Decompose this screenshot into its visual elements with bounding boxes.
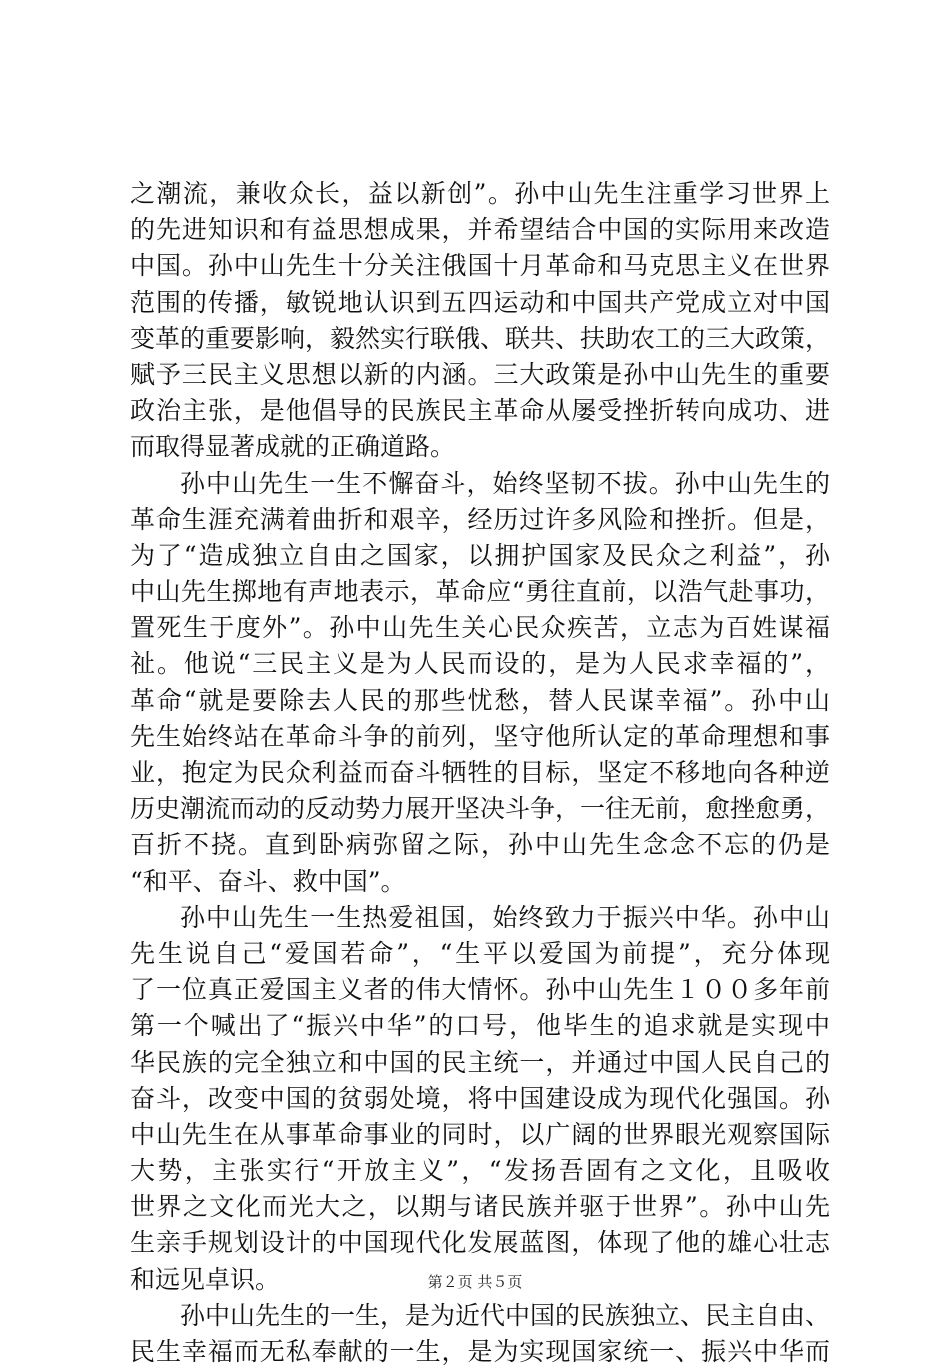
text-line: 革命生涯充满着曲折和艰辛，经历过许多风险和挫折。但是， bbox=[130, 504, 830, 534]
text-line: 之潮流，兼收众长，益以新创”。孙中山先生注重学习世界上 bbox=[130, 179, 830, 208]
text-line: 赋予三民主义思想以新的内涵。三大政策是孙中山先生的重要 bbox=[130, 359, 830, 389]
text-line: 华民族的完全独立和中国的民主统一，并通过中国人民自己的 bbox=[130, 1047, 830, 1077]
text-line: 孙中山先生的一生，是为近代中国的民族独立、民主自由、 bbox=[180, 1300, 831, 1330]
text-line: 为了“造成独立自由之国家，以拥护国家及民众之利益”，孙 bbox=[130, 540, 830, 570]
text-line: 中国。孙中山先生十分关注俄国十月革命和马克思主义在世界 bbox=[130, 251, 830, 281]
text-line: 民生幸福而无私奉献的一生，是为实现国家统一、振兴中华而 bbox=[130, 1337, 830, 1366]
text-line: 中山先生在从事革命事业的同时，以广阔的世界眼光观察国际 bbox=[130, 1119, 830, 1149]
text-line: 百折不挠。直到卧病弥留之际，孙中山先生念念不忘的仍是 bbox=[130, 830, 830, 860]
text-line: 和远见卓识。 bbox=[130, 1264, 281, 1294]
text-line: 变革的重要影响，毅然实行联俄、联共、扶助农工的三大政策， bbox=[130, 323, 831, 353]
text-line: 历史潮流而动的反动势力展开坚决斗争，一往无前，愈挫愈勇， bbox=[130, 794, 831, 824]
text-line: 政治主张，是他倡导的民族民主革命从屡受挫折转向成功、进 bbox=[130, 396, 830, 426]
text-line: 孙中山先生一生热爱祖国，始终致力于振兴中华。孙中山 bbox=[180, 902, 830, 932]
text-line: 孙中山先生一生不懈奋斗，始终坚韧不拔。孙中山先生的 bbox=[180, 468, 830, 498]
text-line: 第一个喊出了“振兴中华”的口号，他毕生的追求就是实现中 bbox=[130, 1011, 830, 1041]
body-text bbox=[130, 176, 830, 1370]
text-line: 世界之文化而光大之，以期与诸民族并驱于世界”。孙中山先 bbox=[130, 1192, 830, 1222]
text-line: 革命“就是要除去人民的那些忧愁，替人民谋幸福”。孙中山 bbox=[130, 685, 830, 715]
text-line: 先生说自己“爱国若命”，“生平以爱国为前提”，充分体现 bbox=[130, 938, 830, 968]
text-line: 业，抱定为民众利益而奋斗牺牲的目标，坚定不移地向各种逆 bbox=[130, 758, 830, 787]
text-line: 先生始终站在革命斗争的前列，坚守他所认定的革命理想和事 bbox=[130, 721, 830, 751]
text-line: 了一位真正爱国主义者的伟大情怀。孙中山先生１００多年前 bbox=[130, 975, 830, 1005]
text-line: 中山先生掷地有声地表示，革命应“勇往直前，以浩气赴事功， bbox=[130, 577, 830, 607]
text-line: 范围的传播，敏锐地认识到五四运动和中国共产党成立对中国 bbox=[130, 287, 830, 317]
text-line: “和平、奋斗、救中国”。 bbox=[130, 866, 406, 896]
text-line: 祉。他说“三民主义是为人民而设的，是为人民求幸福的”， bbox=[130, 649, 830, 679]
text-line: 而取得显著成就的正确道路。 bbox=[130, 432, 456, 462]
text-line: 置死生于度外”。孙中山先生关心民众疾苦，立志为百姓谋福 bbox=[130, 613, 830, 643]
text-line: 的先进知识和有益思想成果，并希望结合中国的实际用来改造 bbox=[130, 215, 830, 245]
text-line: 生亲手规划设计的中国现代化发展蓝图，体现了他的雄心壮志 bbox=[130, 1228, 830, 1258]
page-footer: 第２页 共５页 bbox=[427, 1273, 523, 1291]
text-line: 大势，主张实行“开放主义”，“发扬吾固有之文化，且吸收 bbox=[130, 1156, 830, 1186]
text-line: 奋斗，改变中国的贫弱处境，将中国建设成为现代化强国。孙 bbox=[130, 1083, 830, 1113]
